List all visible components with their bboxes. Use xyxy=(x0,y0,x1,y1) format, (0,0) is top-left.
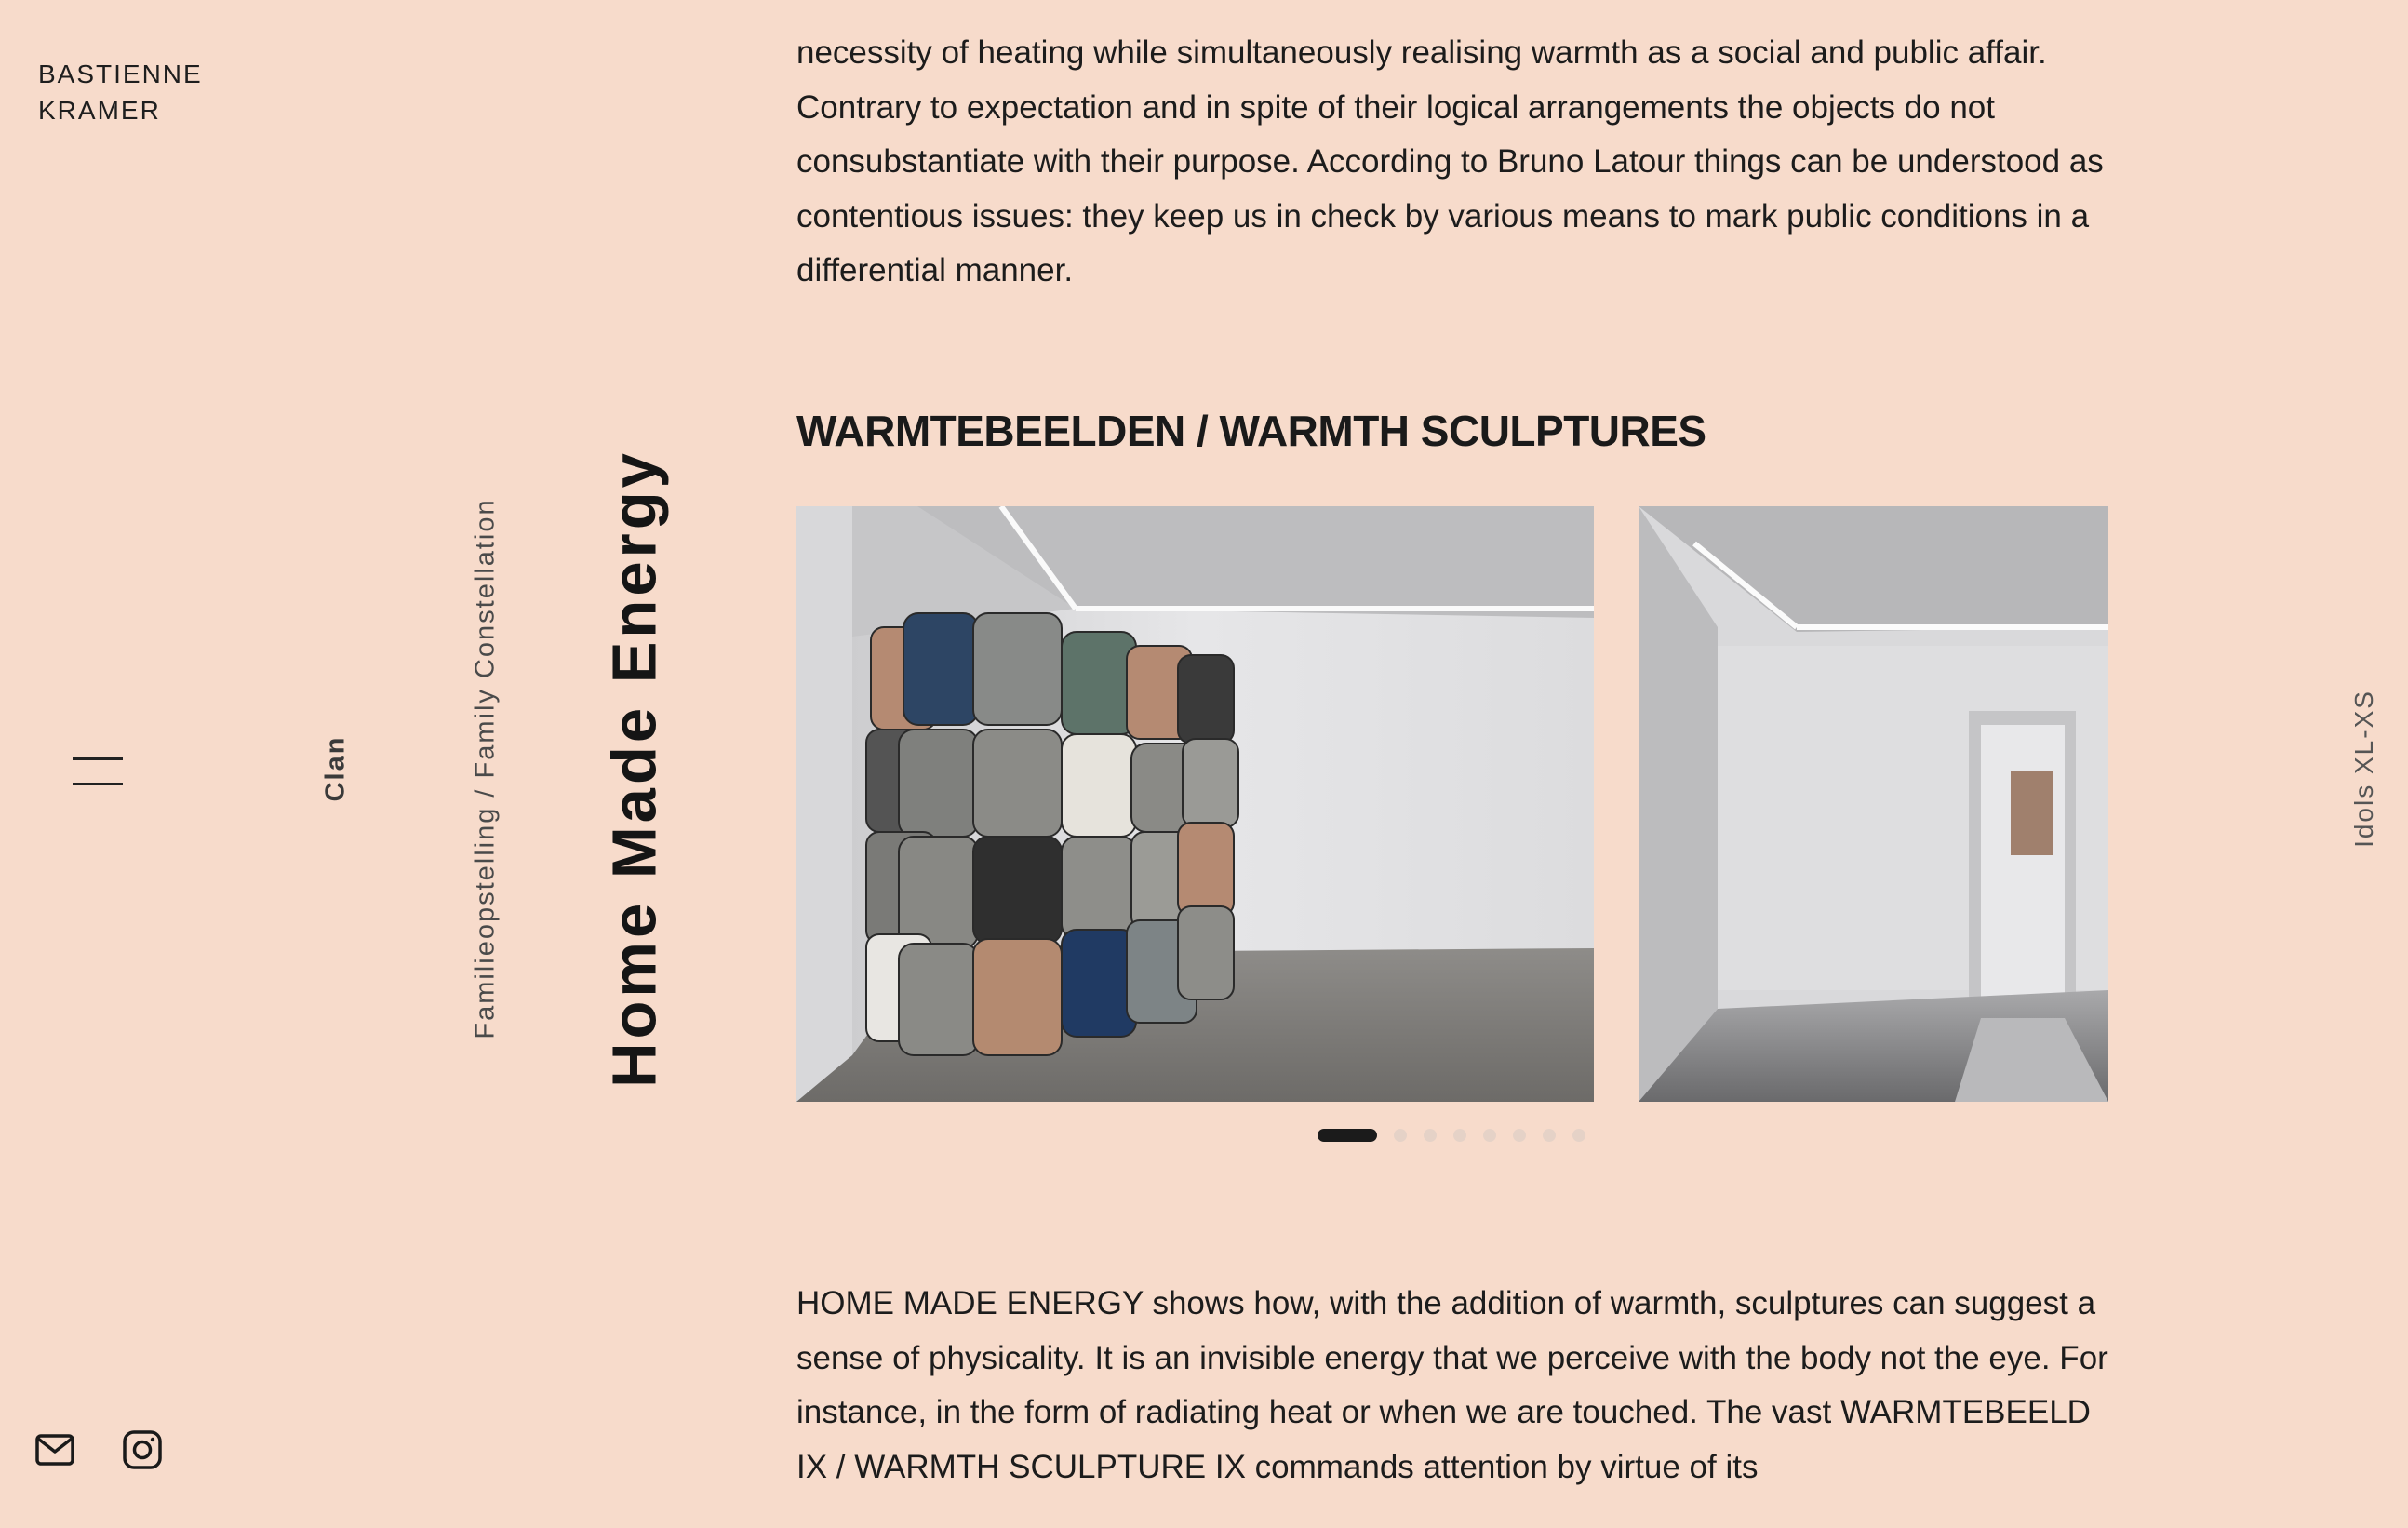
article xyxy=(796,0,2108,1528)
carousel-dot-1[interactable] xyxy=(1318,1129,1377,1142)
carousel-pagination xyxy=(1318,1129,1602,1142)
nav-clan[interactable]: Clan xyxy=(320,735,351,802)
carousel-dot-6[interactable] xyxy=(1513,1129,1526,1142)
mail-icon[interactable] xyxy=(35,1434,74,1466)
carousel-dot-8[interactable] xyxy=(1572,1129,1585,1142)
brand-line-2: KRAMER xyxy=(38,96,161,125)
instagram-icon[interactable] xyxy=(123,1430,162,1469)
page-title: Home Made Energy xyxy=(599,449,670,1088)
brand-line-1: BASTIENNE xyxy=(38,60,203,88)
nav-family-constellation[interactable]: Familieopstelling / Family Constellation xyxy=(470,498,501,1039)
sculpture-photo xyxy=(796,506,1594,1102)
carousel-dot-7[interactable] xyxy=(1543,1129,1556,1142)
carousel-dot-5[interactable] xyxy=(1483,1129,1496,1142)
image-carousel[interactable] xyxy=(796,506,2108,1102)
article-paragraph-bottom: HOME MADE ENERGY shows how, with the addition of warmth, sculptures can suggest a sense of physicality. It is an invisible energy that we perceive with the body not the eye. For instance, in the form of radiating heat or when we are touched. The vast WARMTEBEELD IX / WARMTH SCULPTURE IX commands attention by virtue of its xyxy=(796,1285,2108,1485)
nav-idols[interactable]: Idols XL-XS xyxy=(2349,690,2378,848)
gallery-room-photo xyxy=(1639,506,2108,1102)
carousel-slide-1[interactable] xyxy=(796,506,1594,1102)
carousel-dot-2[interactable] xyxy=(1394,1129,1407,1142)
article-paragraph-top: necessity of heating while simultaneously realising warmth as a social and public affair. Contrary to expectation and in spite of their logical arrangements the objects do not consubstantiate with their purpose. According to Bruno Latour things can be understood as contentious issues: they keep us in check by various means to mark public conditions in a differential manner. xyxy=(796,34,2104,288)
carousel-dot-3[interactable] xyxy=(1424,1129,1437,1142)
section-title: WARMTEBEELDEN / WARMTH SCULPTURES xyxy=(796,407,1706,455)
carousel-slide-2[interactable] xyxy=(1639,506,2108,1102)
brand-logo[interactable] xyxy=(38,56,203,128)
hamburger-icon[interactable] xyxy=(73,756,123,787)
carousel-dot-4[interactable] xyxy=(1453,1129,1466,1142)
